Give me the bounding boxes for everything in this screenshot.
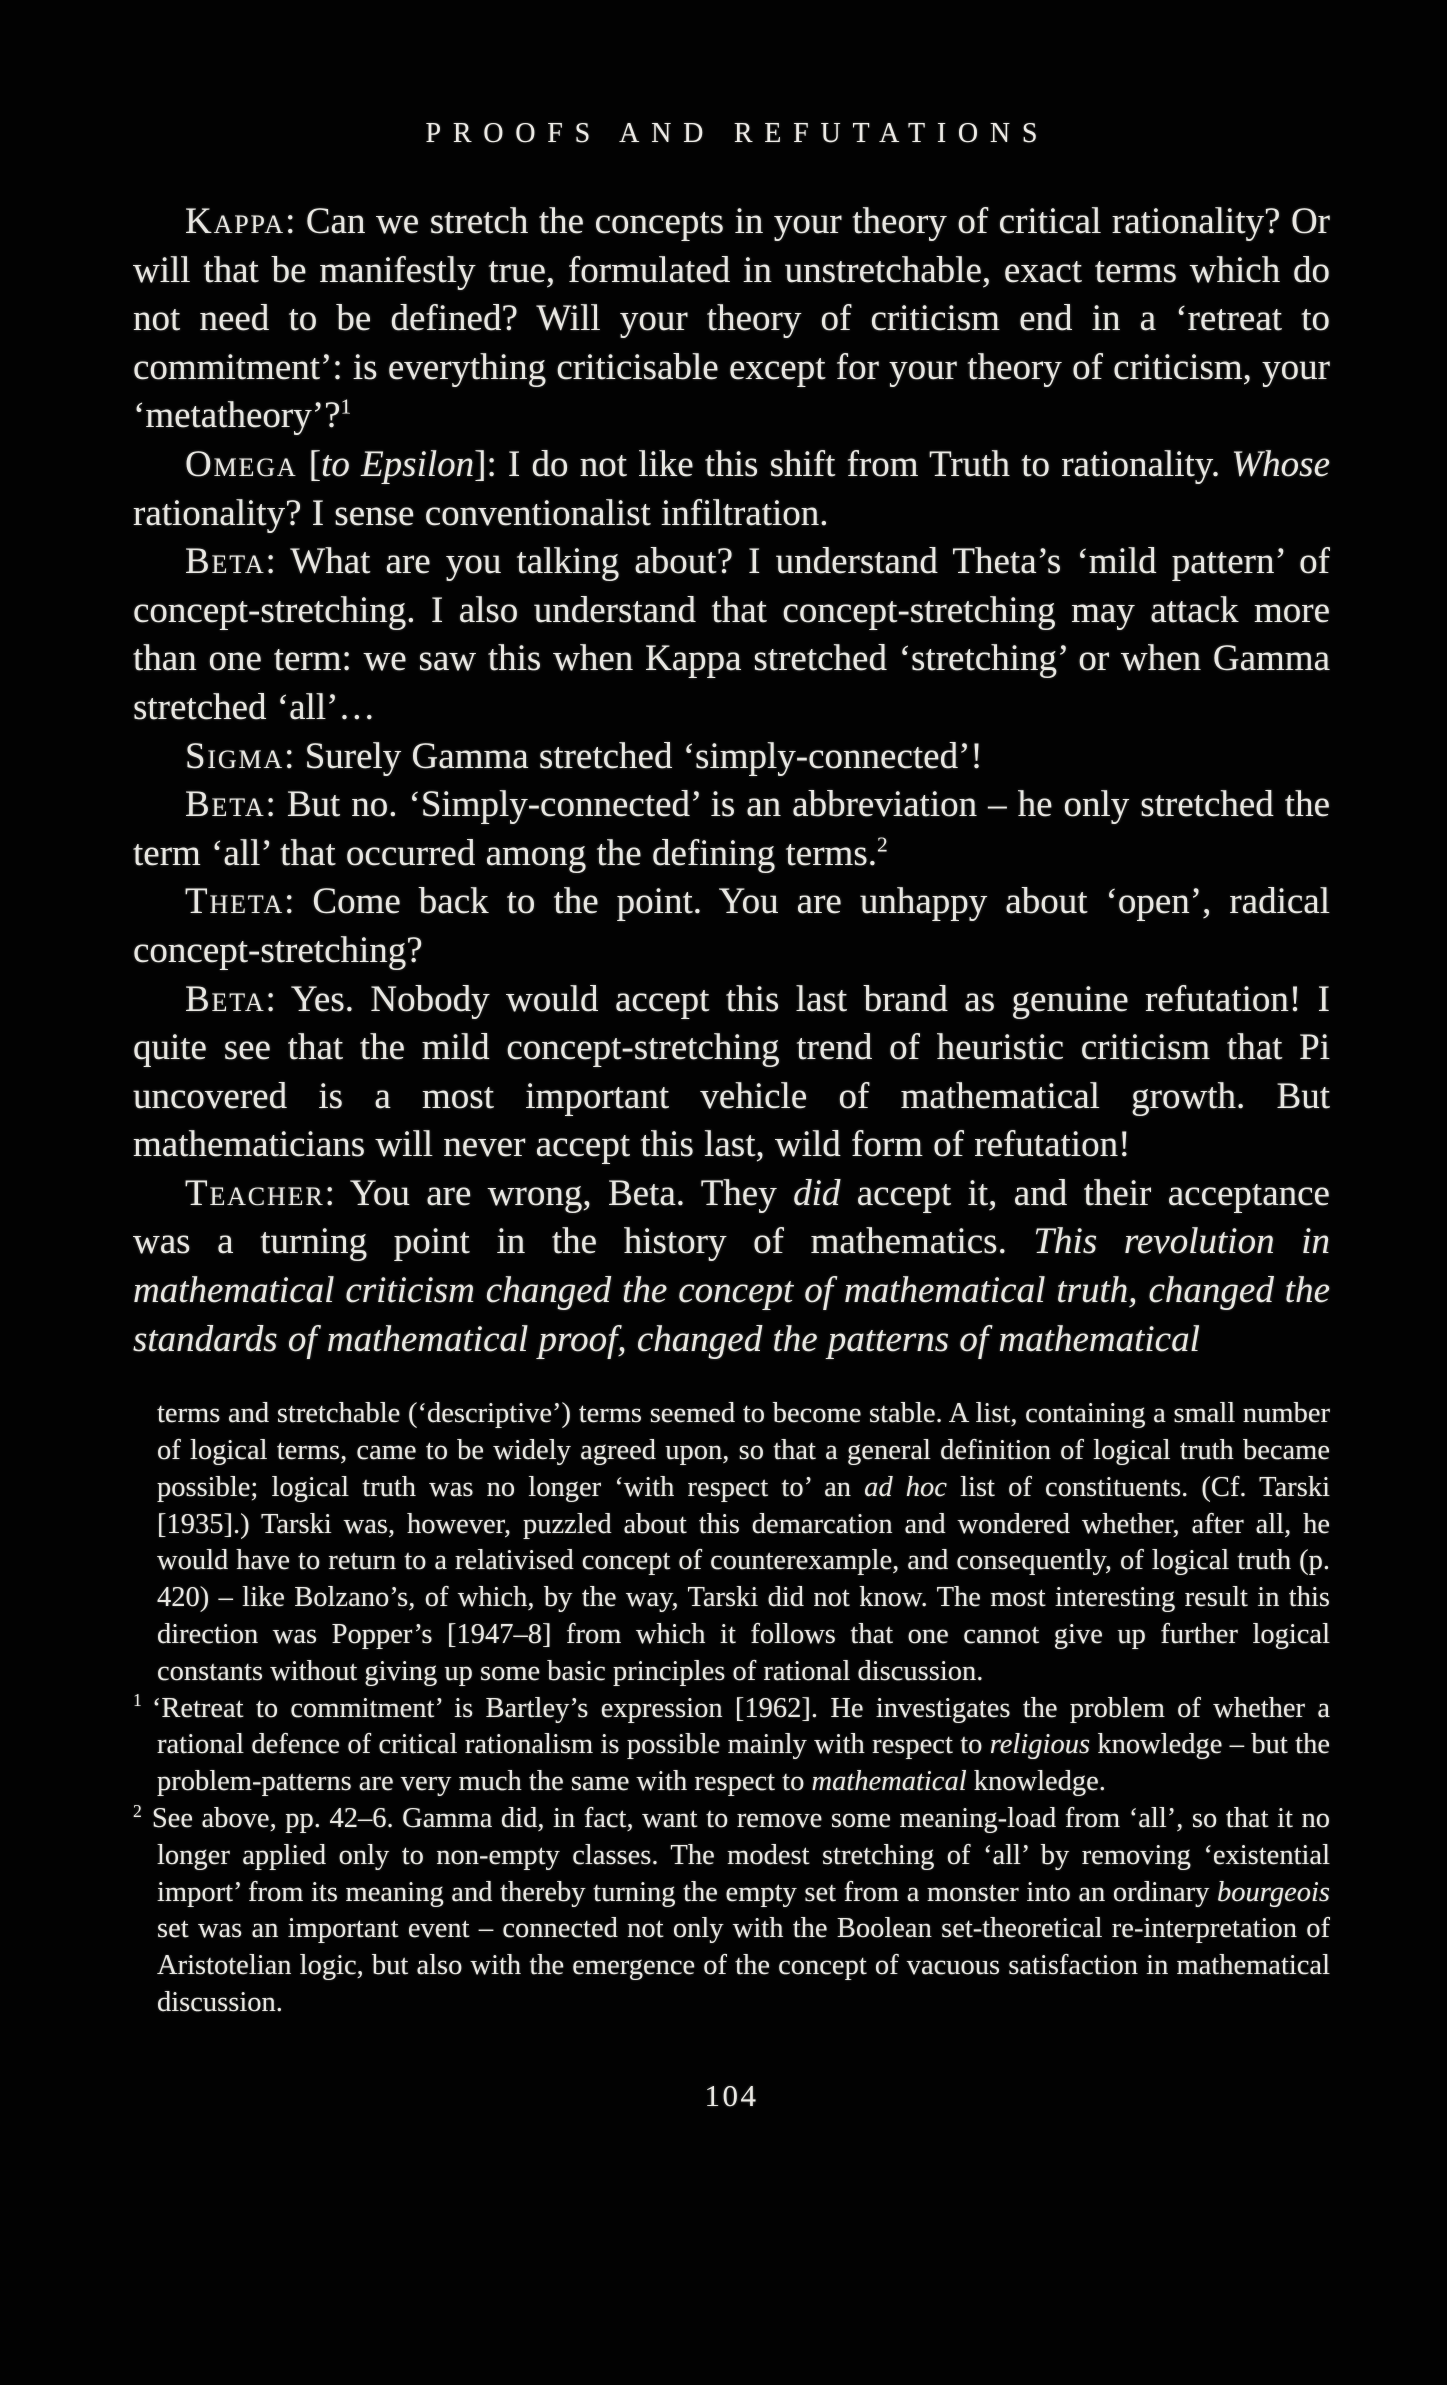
dialogue-section [133,198,1330,1364]
speaker-name: Beta [185,784,266,826]
italic-text: Whose [1231,443,1330,485]
italic-text: religious [989,1729,1091,1761]
speaker-name: Teacher [185,1172,325,1214]
body-text: accept it, and their acceptance was a turning point in the history of mathematics. [133,1172,1330,1263]
body-text: list of constituents. (Cf. Tarski [1935].) Tarski was, however, puzzled about this demarcation and wondered whether, after all, he would have to return to a relativised concept of counterexample, and consequently, of logical truth (p. 420) – like Bolzano’s, of which, by the way, Tarski did not know. The most interesting result in this direction was Popper’s [1947–8] from which it follows that one cannot give up further logical constants without giving up some basic principles of rational discussion. [157,1471,1331,1687]
footnote-marker: 2 [133,1800,142,1821]
body-text: : Come back to the point. You are unhappy about ‘open’, radical concept-stretching? [133,881,1330,971]
italic-text: ad hoc [864,1471,947,1503]
body-text: : Surely Gamma stretched ‘simply-connected’! [284,735,983,777]
dialogue-paragraph [133,198,1330,441]
italic-text: This revolution in mathematical criticism changed the concept of mathematical truth, changed the standards of mathematical proof, changed the patterns of mathematical [133,1221,1330,1360]
body-text: See above, pp. 42–6. Gamma did, in fact, want to remove some meaning-load from ‘all’, so that it no longer applied only to non-empty classes. The modest stretching of ‘all’ by removing ‘existential import’ from its meaning and thereby turning the empty set from a monster into an ordinary [151,1803,1330,1908]
italic-text: mathematical [811,1766,967,1798]
body-text: rationality? I sense conventionalist infiltration. [133,492,829,534]
italic-text: bourgeois [1217,1876,1330,1908]
speaker-name: Beta [185,541,266,583]
body-text: ]: I do not like this shift from Truth to rationality. [474,443,1232,485]
dialogue-paragraph [133,538,1330,732]
dialogue-paragraph [133,733,1330,782]
body-text: terms and stretchable (‘descriptive’) terms seemed to become stable. A list, containing a small number of logical terms, came to be widely agreed upon, so that a general definition of logical truth became possible; logical truth was no longer ‘with respect to’ an [157,1398,1330,1503]
footnote-paragraph [133,1690,1330,1801]
body-text: : But no. ‘Simply-connected’ is an abbreviation – he only stretched the term ‘all’ that occurred among the defining terms. [133,784,1330,874]
body-text: : Yes. Nobody would accept this last brand as genuine refutation! I quite see that the mild concept-stretching trend of heuristic criticism that Pi uncovered is a most important vehicle of mathematical growth. But mathematicians will never accept this last, wild form of refutation! [133,978,1330,1166]
footnote-paragraph [157,1396,1330,1690]
speaker-name: Sigma [185,735,285,777]
speaker-name: Beta [185,978,266,1020]
italic-text: did [793,1172,841,1214]
speaker-name: Omega [185,443,298,485]
page-number: 104 [704,2077,759,2113]
body-text: : What are you talking about? I understand Theta’s ‘mild pattern’ of concept-stretching. I also understand that concept-stretching may attack more than one term: we saw this when Kappa stretched ‘stretching’ or when Gamma stretched ‘all’… [133,541,1330,728]
body-text: : You are wrong, Beta. They [324,1172,794,1214]
footnotes-section [133,1396,1330,2022]
footnote-paragraph [133,1800,1330,2022]
dialogue-paragraph [133,441,1330,538]
speaker-name: Kappa [185,201,286,242]
dialogue-paragraph [133,878,1330,975]
dialogue-paragraph [133,781,1330,878]
dialogue-paragraph [133,976,1330,1170]
footnote-reference: 2 [876,832,888,857]
footnote-reference: 1 [340,395,352,420]
footnote-marker: 1 [133,1690,142,1711]
body-text: knowledge – but the problem-patterns are very much the same with respect to [157,1729,1330,1798]
body-text: set was an important event – connected not only with the Boolean set-theoretical re-interpretation of Aristotelian logic, but also with the emergence of the concept of vacuous satisfaction in mathematical discussion. [157,1913,1330,2018]
body-text: ‘Retreat to commitment’ is Bartley’s expression [1962]. He investigates the problem of whether a rational defence of critical rationalism is possible mainly with respect to [151,1692,1330,1761]
body-text: [ [297,443,322,485]
running-head-title: PROOFS AND REFUTATIONS [425,118,1050,149]
italic-text: to Epsilon [321,443,475,485]
body-text: knowledge. [966,1766,1106,1798]
speaker-name: Theta [185,881,285,923]
body-text: : Can we stretch the concepts in your theory of critical rationality? Or will that be manifestly true, formulated in unstretchable, exact terms which do not need to be defined? Will your theory of criticism end in a ‘retreat to commitment’: is everything criticisable except for your theory of criticism, your ‘metatheory’? [133,201,1330,437]
dialogue-paragraph [133,1170,1330,1364]
